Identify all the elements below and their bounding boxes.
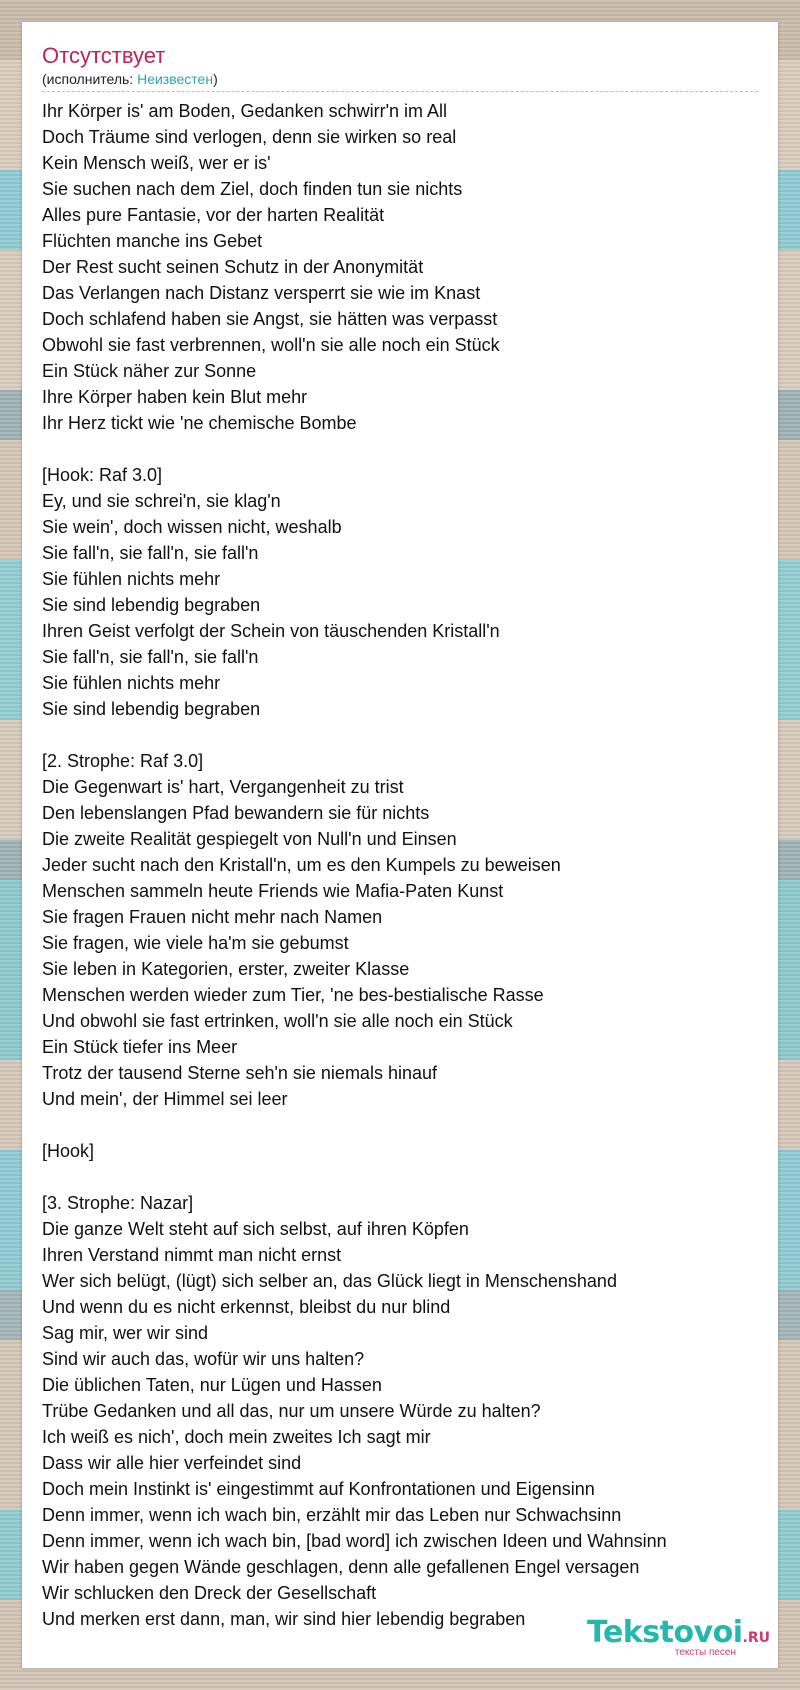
lyric-line: [Hook: Raf 3.0] [42, 465, 163, 485]
lyric-line: Die Gegenwart is' hart, Vergangenheit zu trist [42, 777, 404, 797]
lyric-line: Und merken erst dann, man, wir sind hier lebendig begraben [42, 1609, 526, 1629]
lyric-line: Sind wir auch das, wofür wir uns halten? [42, 1349, 365, 1369]
lyric-line: Sie fragen, wie viele ha'm sie gebumst [42, 933, 349, 953]
lyric-line: Sie fühlen nichts mehr [42, 673, 221, 693]
lyric-line: Ey, und sie schrei'n, sie klag'n [42, 491, 281, 511]
lyric-line: Und wenn du es nicht erkennst, bleibst du nur blind [42, 1297, 451, 1317]
lyric-line: Trübe Gedanken und all das, nur um unsere Würde zu halten? [42, 1401, 541, 1421]
lyric-line: Denn immer, wenn ich wach bin, [bad word] ich zwischen Ideen und Wahnsinn [42, 1531, 667, 1551]
lyric-line: Den lebenslangen Pfad bewandern sie für nichts [42, 803, 430, 823]
lyric-line: Die zweite Realität gespiegelt von Null'n und Einsen [42, 829, 457, 849]
lyric-line: Sie sind lebendig begraben [42, 699, 261, 719]
lyric-line: Ein Stück tiefer ins Meer [42, 1037, 238, 1057]
lyric-line: Doch mein Instinkt is' eingestimmt auf Konfrontationen und Eigensinn [42, 1479, 595, 1499]
artist-suffix: ) [213, 71, 218, 87]
lyric-line: Ein Stück näher zur Sonne [42, 361, 257, 381]
song-title: Отсутствует [42, 43, 166, 68]
site-logo[interactable] [586, 1615, 770, 1658]
lyric-line: Sie fall'n, sie fall'n, sie fall'n [42, 647, 259, 667]
logo-subtitle: тексты песен [674, 1647, 736, 1658]
lyric-line: Doch schlafend haben sie Angst, sie hätten was verpasst [42, 309, 498, 329]
lyric-line: Alles pure Fantasie, vor der harten Realität [42, 205, 385, 225]
artist-prefix: (исполнитель: [42, 71, 138, 87]
lyric-line [42, 722, 758, 748]
artist-line [42, 70, 758, 92]
lyric-line: Sie fragen Frauen nicht mehr nach Namen [42, 907, 383, 927]
lyric-line: Ich weiß es nich', doch mein zweites Ich sagt mir [42, 1427, 431, 1447]
lyric-line: Ihren Geist verfolgt der Schein von täuschenden Kristall'n [42, 621, 500, 641]
lyric-line [42, 1112, 758, 1138]
lyric-line: Menschen werden wieder zum Tier, 'ne bes-bestialische Rasse [42, 985, 544, 1005]
lyric-line: [Hook] [42, 1141, 95, 1161]
lyric-line: Der Rest sucht seinen Schutz in der Anonymität [42, 257, 424, 277]
logo-tld: .RU [742, 1630, 770, 1646]
lyric-line: Sie sind lebendig begraben [42, 595, 261, 615]
artist-link[interactable]: Неизвестен [137, 71, 214, 87]
lyric-line: Doch Träume sind verlogen, denn sie wirken so real [42, 127, 457, 147]
lyric-line: Flüchten manche ins Gebet [42, 231, 263, 251]
logo-wordmark: Tekstovoi [586, 1615, 743, 1650]
lyric-line: Sie leben in Kategorien, erster, zweiter Klasse [42, 959, 410, 979]
lyric-line: Das Verlangen nach Distanz versperrt sie wie im Knast [42, 283, 481, 303]
lyric-line: Jeder sucht nach den Kristall'n, um es den Kumpels zu beweisen [42, 855, 561, 875]
lyric-line: Denn immer, wenn ich wach bin, erzählt mir das Leben nur Schwachsinn [42, 1505, 622, 1525]
lyric-line: Menschen sammeln heute Friends wie Mafia-Paten Kunst [42, 881, 504, 901]
lyric-line: Sag mir, wer wir sind [42, 1323, 209, 1343]
lyric-line: Ihr Herz tickt wie 'ne chemische Bombe [42, 413, 357, 433]
lyric-line: Und mein', der Himmel sei leer [42, 1089, 288, 1109]
lyric-line: Trotz der tausend Sterne seh'n sie niemals hinauf [42, 1063, 437, 1083]
lyric-line: Dass wir alle hier verfeindet sind [42, 1453, 302, 1473]
lyric-line: Sie fall'n, sie fall'n, sie fall'n [42, 543, 259, 563]
lyric-line: Die ganze Welt steht auf sich selbst, auf ihren Köpfen [42, 1219, 469, 1239]
lyric-line: Sie suchen nach dem Ziel, doch finden tun sie nichts [42, 179, 463, 199]
lyric-line: Sie fühlen nichts mehr [42, 569, 221, 589]
lyric-line: Wir haben gegen Wände geschlagen, denn alle gefallenen Engel versagen [42, 1557, 640, 1577]
lyrics-card [22, 22, 778, 1668]
lyric-line: Und obwohl sie fast ertrinken, woll'n sie alle noch ein Stück [42, 1011, 513, 1031]
lyric-line: Ihre Körper haben kein Blut mehr [42, 387, 308, 407]
lyric-line [42, 1164, 758, 1190]
lyric-line: [2. Strophe: Raf 3.0] [42, 751, 204, 771]
lyric-line: [3. Strophe: Nazar] [42, 1193, 194, 1213]
lyric-line [42, 436, 758, 462]
lyric-line: Ihr Körper is' am Boden, Gedanken schwirr'n im All [42, 101, 448, 121]
lyric-line: Wir schlucken den Dreck der Gesellschaft [42, 1583, 377, 1603]
lyrics-body [42, 98, 758, 1632]
lyric-line: Sie wein', doch wissen nicht, weshalb [42, 517, 342, 537]
lyric-line: Die üblichen Taten, nur Lügen und Hassen [42, 1375, 382, 1395]
lyric-line: Wer sich belügt, (lügt) sich selber an, das Glück liegt in Menschenshand [42, 1271, 617, 1291]
lyric-line: Obwohl sie fast verbrennen, woll'n sie alle noch ein Stück [42, 335, 500, 355]
lyric-line: Kein Mensch weiß, wer er is' [42, 153, 271, 173]
lyric-line: Ihren Verstand nimmt man nicht ernst [42, 1245, 342, 1265]
